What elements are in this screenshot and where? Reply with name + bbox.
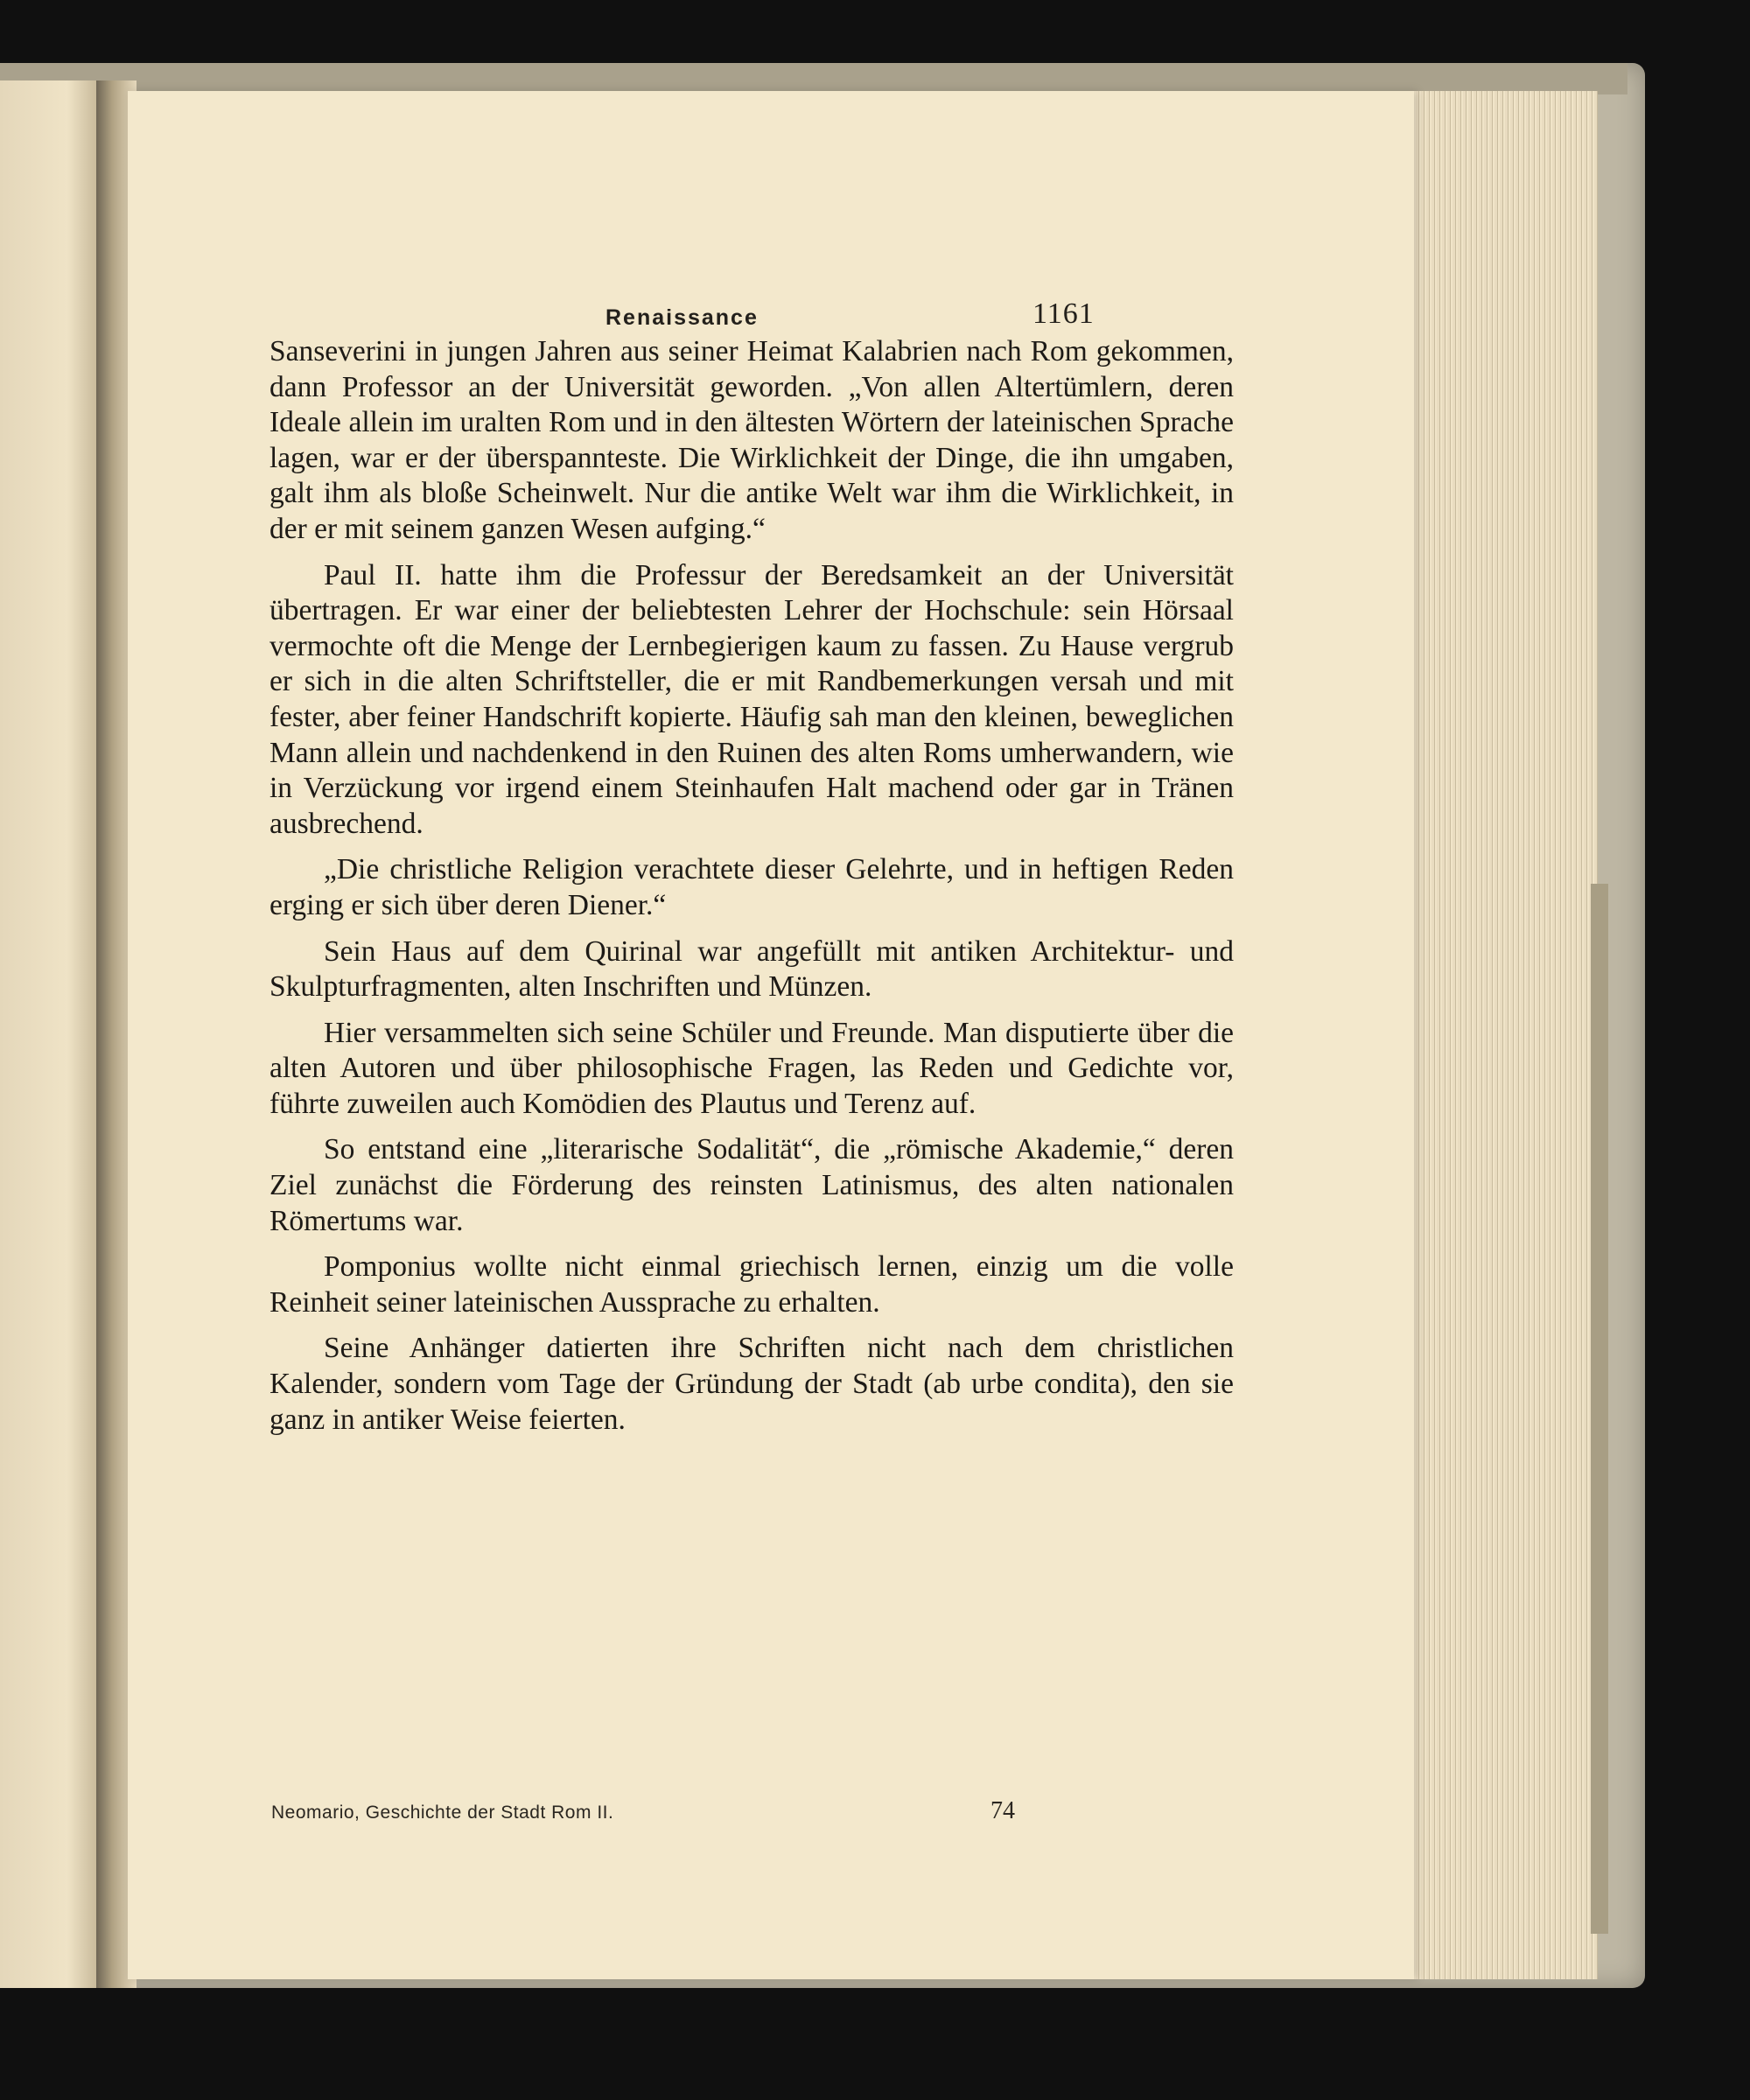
book-page <box>128 91 1414 1979</box>
paragraph: Paul II. hatte ihm die Professur der Beredsamkeit an der Universität übertragen. Er war einer der beliebtesten Lehrer der Hochschule: sein Hörsaal vermochte oft die Menge der Lernbegierigen kaum zu fassen. Zu Hause vergrub er sich in die alten Schriftsteller, die er mit Randbemerkungen versah und mit fester, aber feiner Handschrift kopierte. Häufig sah man den kleinen, beweglichen Mann allein und nachdenkend in den Ruinen des alten Roms umherwandern, wie in Verzückung vor irgend einem Steinhaufen Halt machend oder gar in Tränen ausbrechend. <box>270 558 1234 840</box>
cover-top-edge <box>0 63 1628 94</box>
paragraph: Sein Haus auf dem Quirinal war angefüllt mit antiken Architektur- und Skulpturfragmenten, alten Inschriften und Münzen. <box>270 934 1234 1004</box>
previous-page-edge <box>0 80 96 1988</box>
page-content <box>128 91 1414 1979</box>
signature-line: Neomario, Geschichte der Stadt Rom II. <box>271 1802 614 1823</box>
paragraph: Seine Anhänger datierten ihre Schriften nicht nach dem christlichen Kalender, sondern vom Tage der Gründung der Stadt (ab urbe condita), den sie ganz in antiker Weise feierten. <box>270 1332 1234 1436</box>
page-number: 1161 <box>1032 298 1095 330</box>
paragraph: So entstand eine „literarische Sodalität“, die „römische Akademie,“ deren Ziel zunächst die Förderung des reinsten Latinismus, des alten nationalen Römertums war. <box>270 1133 1234 1237</box>
running-title: Renaissance <box>606 305 759 330</box>
paragraph: Sanseverini in jungen Jahren aus seiner Heimat Kalabrien nach Rom gekommen, dann Professor an der Universität geworden. „Von allen Altertümlern, deren Ideale allein im uralten Rom und in den ältesten Wörtern der lateinischen Sprache lagen, war er der überspannteste. Die Wirklichkeit der Dinge, die ihn umgaben, galt ihm als bloße Scheinwelt. Nur die antike Welt war ihm die Wirklichkeit, in der er mit seinem ganzen Wesen aufging.“ <box>270 335 1234 545</box>
paragraph: Hier versammelten sich seine Schüler und Freunde. Man disputierte über die alten Autoren und über philosophische Fragen, las Reden und Gedichte vor, führte zuweilen auch Komödien des Plautus und Terenz auf. <box>270 1016 1234 1120</box>
body-text <box>270 334 1234 1448</box>
paragraph: Pomponius wollte nicht einmal griechisch lernen, einzig um die volle Reinheit seiner lateinischen Aussprache zu erhalten. <box>270 1250 1234 1319</box>
binding-edge <box>1591 884 1608 1934</box>
signature-mark: 74 <box>990 1797 1015 1824</box>
page-block-edges <box>1405 91 1598 1979</box>
paragraph: „Die christliche Religion verachtete dieser Gelehrte, und in heftigen Reden erging er sich über deren Diener.“ <box>270 853 1234 921</box>
